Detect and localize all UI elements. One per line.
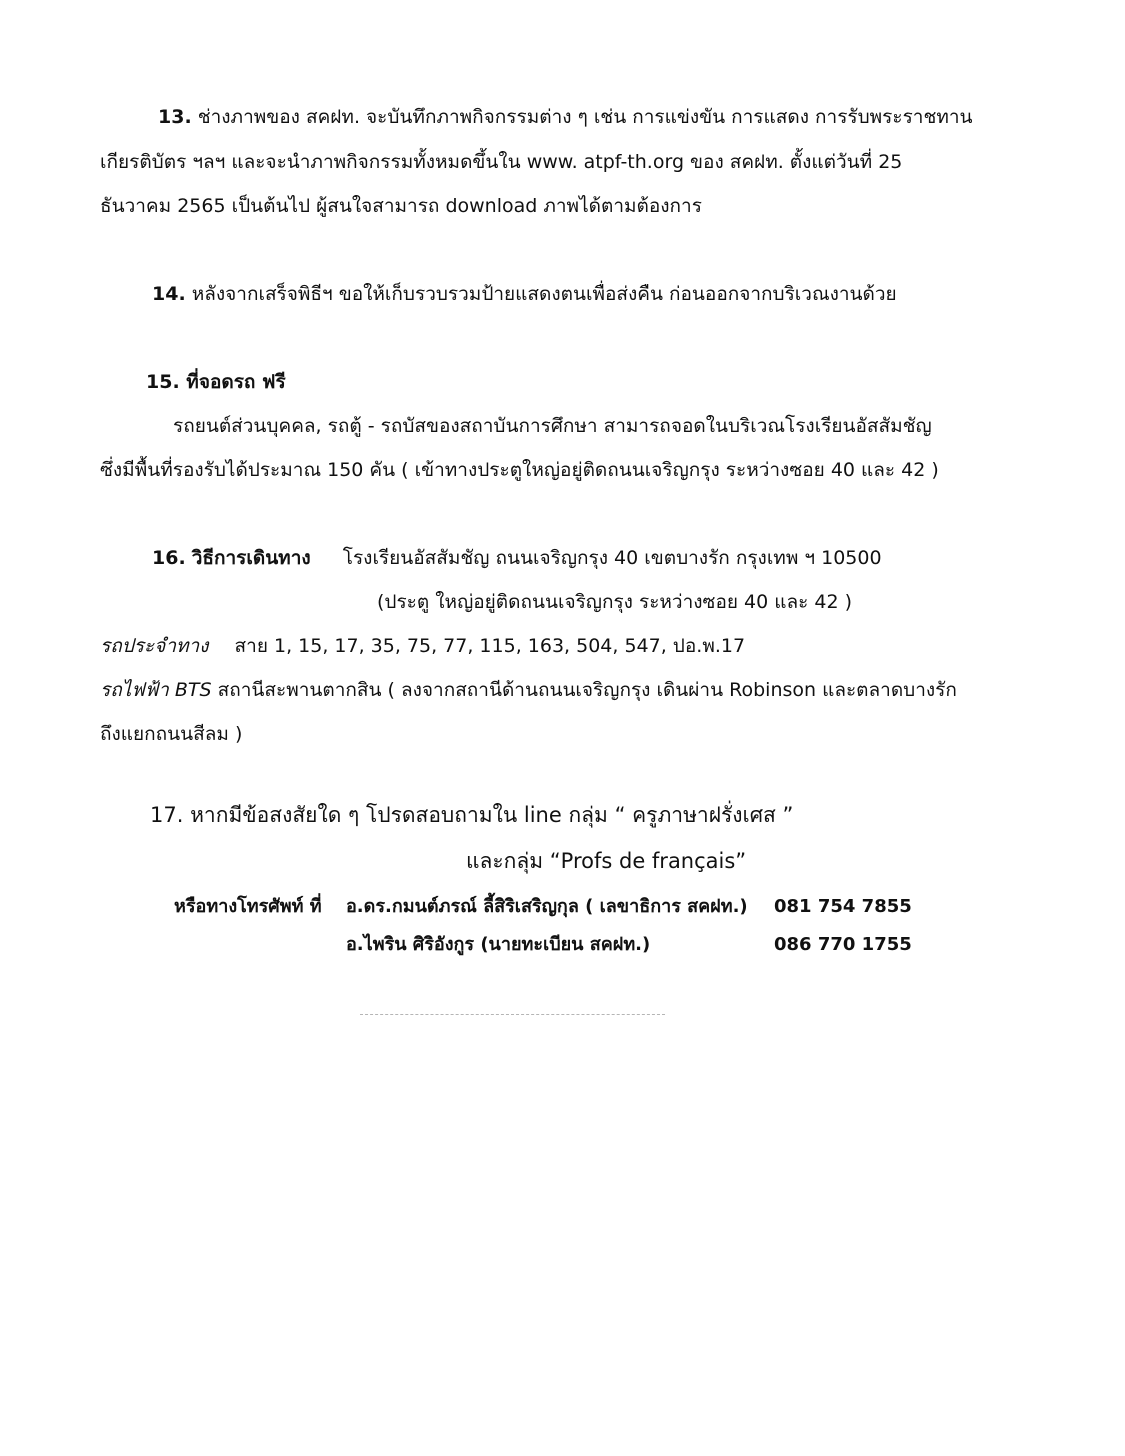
item-14 [152, 281, 897, 307]
item-16-title: วิธีการเดินทาง [191, 547, 311, 569]
item-14-text: หลังจากเสร็จพิธีฯ ขอให้เก็บรวบรวมป้ายแสดงตนเพื่อส่งคืน ก่อนออกจากบริเวณงานด้วย [191, 283, 897, 305]
item-17-contact-1 [174, 894, 322, 920]
item-16-bus-label: รถประจำทาง [100, 635, 209, 657]
item-16-number: 16. [152, 547, 186, 569]
item-17-contact-1-phone: 081 754 7855 [774, 896, 912, 917]
item-16-bus [100, 633, 745, 659]
item-17-phone-label: หรือทางโทรศัพท์ ที่ [174, 896, 322, 917]
item-17-contact-2-name: อ.ไพริน ศิริอังกูร (นายทะเบียน สคฝท.) [346, 934, 651, 955]
item-13-line-3: ธันวาคม 2565 เป็นต้นไป ผู้สนใจสามารถ download ภาพได้ตามต้องการ [100, 195, 702, 217]
end-divider [360, 1014, 665, 1015]
item-17-line-1 [150, 800, 793, 830]
item-13-number: 13. [158, 106, 192, 128]
item-13-line-1 [158, 104, 973, 130]
item-17-contact-2-phone: 086 770 1755 [774, 934, 912, 955]
item-13-text-1: ช่างภาพของ สคฝท. จะบันทึกภาพกิจกรรมต่าง ๆ เช่น การแข่งขัน การแสดง การรับพระราชทาน [197, 106, 973, 128]
item-17-contact-1-name: อ.ดร.กมนต์ภรณ์ ลี้สิริเสริญกุล ( เลขาธิการ สคฝท.) [346, 896, 748, 917]
item-13-line-2: เกียรติบัตร ฯลฯ และจะนำภาพกิจกรรมทั้งหมดขึ้นใน www. atpf-th.org ของ สคฝท. ตั้งแต่วันที่ 25 [100, 151, 903, 173]
item-15-title: ที่จอดรถ ฟรี [186, 371, 286, 393]
item-17-line-2: และกลุ่ม “Profs de français” [466, 849, 747, 873]
item-16-bts-text: สถานีสะพานตากสิน ( ลงจากสถานีด้านถนนเจริญกรุง เดินผ่าน Robinson และตลาดบางรัก [217, 679, 957, 701]
item-17-text-1: หากมีข้อสงสัยใด ๆ โปรดสอบถามใน line กลุ่ม “ ครูภาษาฝรั่งเศส ” [190, 803, 794, 827]
item-16-bts-line-2: ถึงแยกถนนสีลม ) [100, 723, 243, 745]
item-14-number: 14. [152, 283, 186, 305]
item-15-line-1: รถยนต์ส่วนบุคคล, รถตู้ - รถบัสของสถาบันการศึกษา สามารถจอดในบริเวณโรงเรียนอัสสัมชัญ [173, 415, 932, 437]
item-17-number: 17. [150, 803, 184, 827]
item-16-bus-routes: สาย 1, 15, 17, 35, 75, 77, 115, 163, 504, 547, ปอ.พ.17 [234, 635, 746, 657]
item-16-address: โรงเรียนอัสสัมชัญ ถนนเจริญกรุง 40 เขตบางรัก กรุงเทพ ฯ 10500 [342, 547, 882, 569]
item-16-bts-label: รถไฟฟ้า BTS [100, 679, 212, 701]
item-16-heading [152, 545, 882, 571]
item-16-gate: (ประตู ใหญ่อยู่ติดถนนเจริญกรุง ระหว่างซอย 40 และ 42 ) [377, 591, 853, 613]
item-15-number: 15. [146, 371, 180, 393]
item-15-heading [146, 369, 286, 395]
item-15-line-2: ซึ่งมีพื้นที่รองรับได้ประมาณ 150 คัน ( เข้าทางประตูใหญ่อยู่ติดถนนเจริญกรุง ระหว่างซอย 40 และ 42 ) [100, 459, 939, 481]
item-16-bts [100, 677, 957, 703]
